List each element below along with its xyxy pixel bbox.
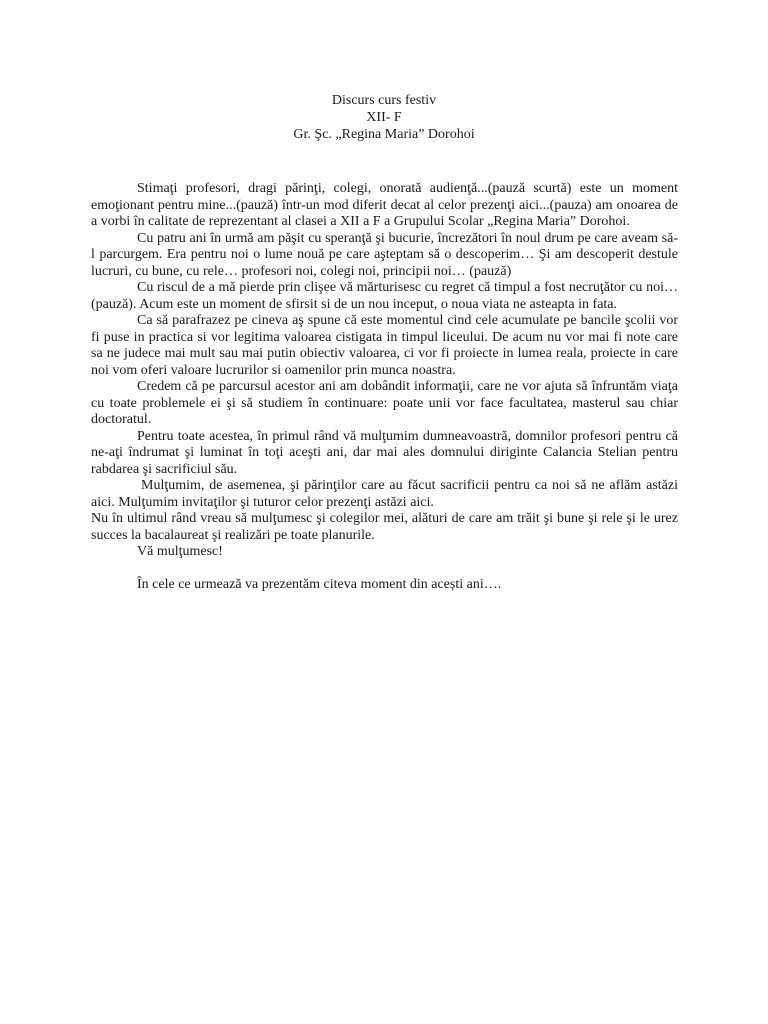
- paragraph-paraphrase: Ca să parafrazez pe cineva aş spune că este momentul cind cele acumulate pe bancile şcolii vor fi puse in practica si vor legitima valoarea cistigata in timpul liceului. De acum nu vor mai fi note care sa ne judece mai mult sau mai putin obiectiv valoarea, ci vor fi proiecte in lumea reala, proiecte in care noi vom oferi valoare lucrurilor si oamenilor prin munca noastra.: [91, 313, 678, 378]
- document-heading: [0, 92, 768, 143]
- spacer: [91, 561, 678, 577]
- paragraph-presentation: În cele ce urmează va prezentăm citeva moment din acești ani….: [137, 576, 502, 592]
- class-name: XII- F: [366, 110, 402, 125]
- speech-title: Discurs curs festiv: [331, 93, 437, 108]
- paragraph-closing: Vă mulţumesc!: [137, 544, 223, 559]
- paragraph-thanks-teachers: Pentru toate acestea, în primul rând vă mulţumim dumneavoastră, domnilor profesori pentru că ne-aţi îndrumat şi luminat în toţi aceşti ani, dar mai ales domnului diriginte Calancia Stelian pentru rabdarea şi sacrificiul său.: [91, 428, 678, 477]
- paragraph-four-years: Cu patru ani în urmă am păşit cu speranţă şi bucurie, încrezători în noul drum pe care aveam să-l parcurgem. Era pentru noi o lume nouă pe care aşteptam să o descoperim… Şi am descoperit destule lucruri, cu bune, cu rele… profesori noi, colegi noi, principii noi… (pauză): [91, 230, 678, 279]
- paragraph-thanks-parents: Mulţumim, de asemenea, şi părinţilor care au făcut sacrificii pentru ca noi să ne aflăm astăzi aici. Mulţumim invitaţilor şi tuturor celor prezenţi astăzi aici.: [91, 478, 678, 510]
- paragraph-thanks-colleagues: Nu în ultimul rând vreau să mulţumesc şi colegilor mei, alături de care am trăit şi bune şi rele şi le urez succes la bacalaureat şi realizări pe toate planurile.: [91, 511, 678, 543]
- speech-body: [91, 181, 678, 593]
- paragraph-greeting: Stimaţi profesori, dragi părinţi, colegi, onorată audienţă...(pauză scurtă) este un moment emoţionant pentru mine...(pauză) într-un mod diferit decat al celor prezenţi aici...(pauza) am onoarea de a vorbi în calitate de reprezentant al clasei a XII a F a Grupului Scolar „Regina Maria” Dorohoi.: [91, 181, 678, 229]
- school-name: Gr. Şc. „Regina Maria” Dorohoi: [293, 127, 475, 142]
- paragraph-knowledge: Credem că pe parcursul acestor ani am dobândit informaţii, care ne vor ajuta să înfruntăm viaţa cu toate problemele ei şi să studiem în continuare: poate unii vor face facultatea, masterul sau chiar doctoratul.: [91, 379, 678, 427]
- paragraph-cliches: Cu riscul de a mă pierde prin clişee vă mărturisesc cu regret că timpul a fost necruţător cu noi… (pauză). Acum este un moment de sfirsit si de un nou inceput, o noua viata ne asteapta in fata.: [91, 280, 678, 312]
